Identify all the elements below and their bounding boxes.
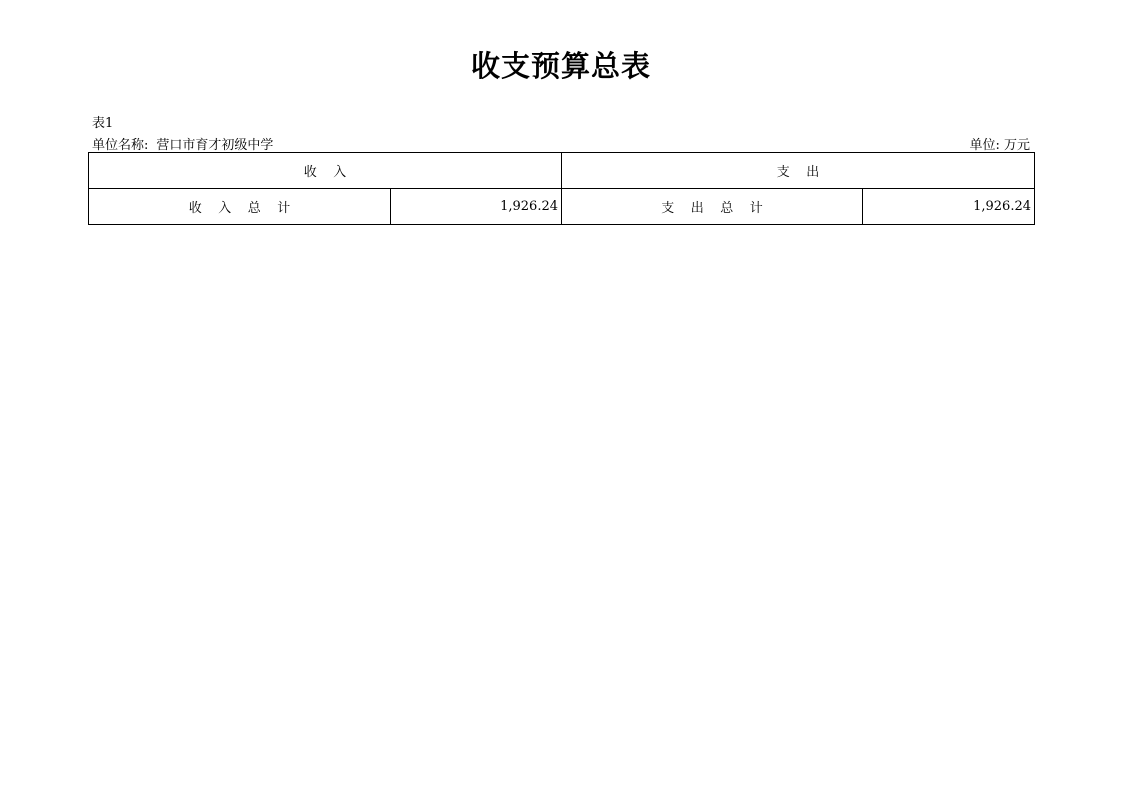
report-title: 收支预算总表 <box>470 49 651 83</box>
unit-name-value: 营口市育才初级中学 <box>156 138 274 153</box>
income-total-value: 1,926.24 <box>391 189 562 225</box>
budget-summary-table <box>88 152 1035 225</box>
income-header: 收 入 <box>89 153 562 189</box>
table-header-row <box>89 153 1035 189</box>
table-number: 表1 <box>92 116 114 131</box>
expense-header: 支 出 <box>562 153 1035 189</box>
expense-total-value: 1,926.24 <box>863 189 1035 225</box>
unit-name-label: 单位名称: <box>92 138 149 153</box>
unit-measure: 单位: 万元 <box>969 138 1030 153</box>
unit-name <box>92 134 273 153</box>
expense-total-label: 支 出 总 计 <box>562 189 863 225</box>
table-row <box>89 189 1035 225</box>
income-total-label: 收 入 总 计 <box>89 189 391 225</box>
